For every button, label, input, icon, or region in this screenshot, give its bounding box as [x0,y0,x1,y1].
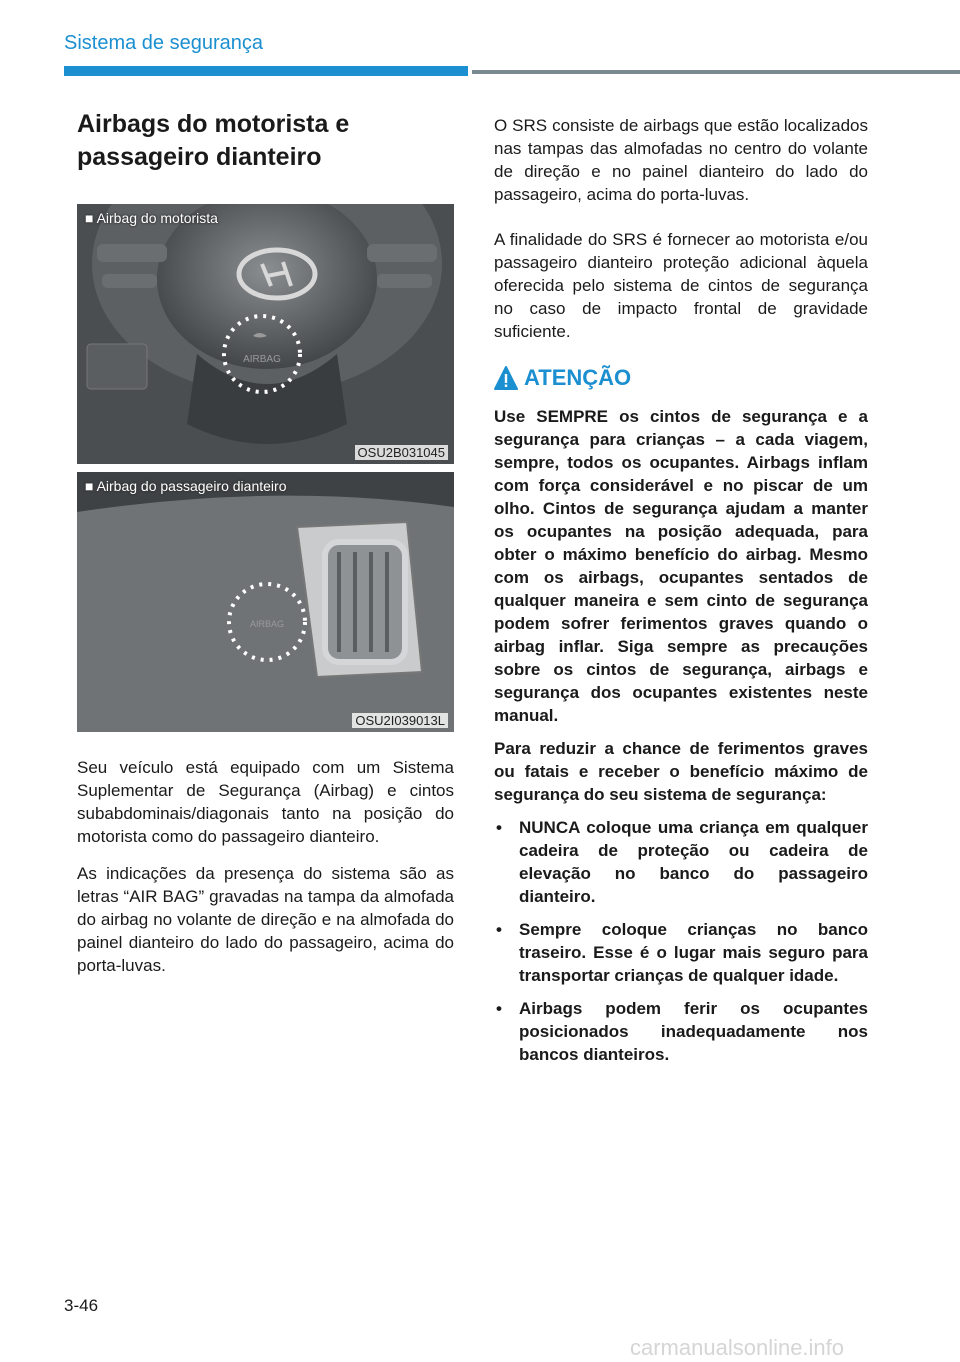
driver-airbag-figure [77,204,454,464]
bullet-marker: • [496,999,502,1018]
passenger-airbag-code: OSU2I039013L [352,713,448,728]
dashboard-illustration [77,472,454,732]
left-paragraph-1: Seu veículo está equipado com um Sistema Suplementar de Segurança (Airbag) e cintos subabdominais/diagonais tanto na posição do motorista como do passageiro dianteiro. [77,758,454,846]
section-title: Airbags do motorista e passageiro dianteiro [77,110,350,171]
passenger-airbag-caption: ■ Airbag do passageiro dianteiro [85,478,287,494]
right-column [494,114,868,1076]
list-item [494,918,868,987]
header-bar-grey [472,70,960,74]
warning-title: ATENÇÃO [524,365,632,390]
warning-paragraph-2: Para reduzir a chance de ferimentos graves ou fatais e receber o benefício máximo de segurança do seu sistema de segurança: [494,739,868,804]
svg-text:AIRBAG: AIRBAG [243,354,281,365]
header-bar-blue [64,66,468,76]
watermark: carmanualsonline.info [630,1335,845,1360]
passenger-airbag-figure [77,472,454,732]
bullet-marker: • [496,818,502,837]
left-column [77,108,454,991]
header-section-title: Sistema de segurança [64,32,264,54]
page-number: 3-46 [64,1296,99,1315]
left-paragraph-2: As indicações da presença do sistema são as letras “AIR BAG” gravadas na tampa da almofada do airbag no volante de direção e na almofada do painel dianteiro do lado do passageiro, acima do porta-luvas. [77,864,454,975]
steering-wheel-illustration [77,204,454,464]
warning-paragraph-1: Use SEMPRE os cintos de segurança e a segurança para crianças – a cada viagem, sempre, todos os ocupantes. Airbags inflam com força considerável e no piscar de um olho. Cintos de segurança ajudam a manter os ocupantes na posição adequada, para obter o máximo benefício do airbag. Mesmo com os airbags, ocupantes sentados de qualquer maneira e sem cinto de segurança podem sofrer ferimentos graves quando o airbag inflar. Siga sempre as precauções sobre os cintos de segurança, airbags e segurança dos ocupantes existentes neste manual. [494,407,868,725]
list-item-text: Airbags podem ferir os ocupantes posicionados inadequadamente nos bancos dianteiros. [519,999,868,1064]
list-item [494,997,868,1066]
svg-text:AIRBAG: AIRBAG [249,619,285,629]
bullet-marker: • [496,920,502,939]
list-item [494,816,868,908]
driver-airbag-caption: ■ Airbag do motorista [85,210,218,226]
warning-bullet-list [494,816,868,1066]
warning-triangle-icon [494,365,518,391]
list-item-text: Sempre coloque crianças no banco traseiro. Esse é o lugar mais seguro para transportar crianças de qualquer idade. [519,920,868,985]
driver-airbag-code: OSU2B031045 [355,445,448,460]
right-paragraph-2: A finalidade do SRS é fornecer ao motorista e/ou passageiro dianteiro proteção adicional àquela oferecida pelo sistema de cintos de segurança no caso de impacto frontal de gravidade suficiente. [494,230,868,341]
warning-header [494,365,868,391]
right-paragraph-1: O SRS consiste de airbags que estão localizados nas tampas das almofadas no centro do volante de direção e no painel dianteiro do lado do passageiro, acima do porta-luvas. [494,116,868,204]
list-item-text: NUNCA coloque uma criança em qualquer cadeira de proteção ou cadeira de elevação no banco do passageiro dianteiro. [519,818,868,906]
